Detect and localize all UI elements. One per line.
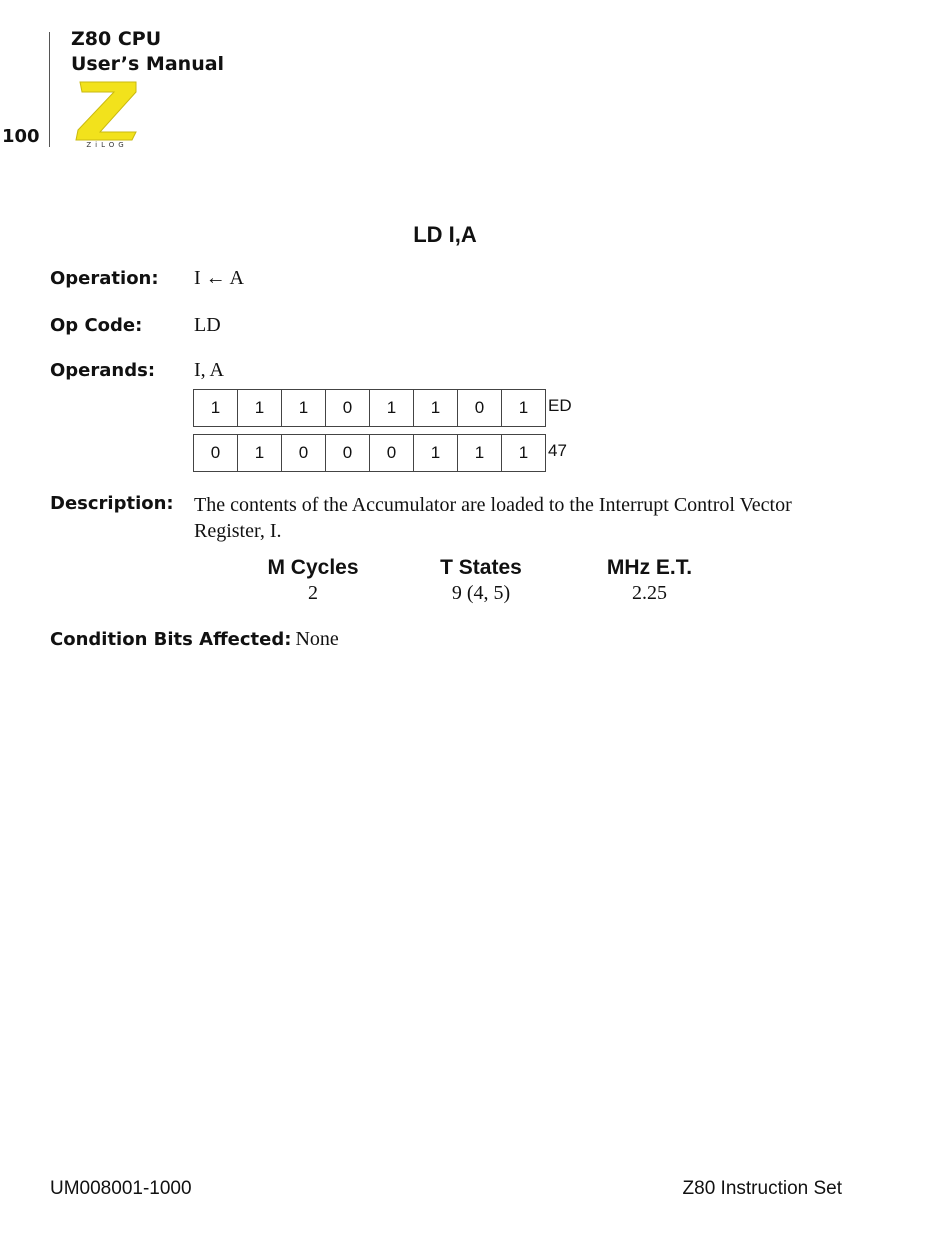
operands-label: Operands:: [50, 360, 156, 381]
header-divider: [49, 32, 50, 147]
t-states: [426, 556, 536, 605]
bit-cell: 1: [281, 389, 326, 427]
bit-cell: 0: [193, 434, 238, 472]
t-states-value: 9 (4, 5): [451, 582, 511, 604]
opcode-byte-1: [193, 389, 546, 427]
bit-cell: 0: [325, 389, 370, 427]
description-label: Description:: [50, 493, 174, 514]
mhz-label: MHz E.T.: [606, 556, 693, 579]
bit-cell: 1: [457, 434, 502, 472]
bit-cell: 0: [325, 434, 370, 472]
m-cycles-label: M Cycles: [267, 556, 359, 579]
opcode-value: LD: [194, 314, 221, 336]
m-cycles: [258, 556, 368, 605]
bit-cell: 0: [369, 434, 414, 472]
opcode-byte-2: [193, 434, 546, 472]
opcode-hex-2: 47: [548, 441, 567, 460]
operands-value: I, A: [194, 359, 224, 381]
bit-cell: 1: [237, 389, 282, 427]
operation-value: I ← A: [194, 267, 244, 289]
bit-cell: 0: [281, 434, 326, 472]
bit-cell: 1: [369, 389, 414, 427]
manual-title-line2: User’s Manual: [71, 53, 225, 75]
logo-text: ZiLOG: [86, 141, 128, 148]
mhz-et: [592, 556, 707, 605]
bit-cell: 1: [413, 434, 458, 472]
zilog-logo-icon: [74, 80, 140, 148]
m-cycles-value: 2: [308, 582, 318, 604]
page-number: 100: [2, 126, 40, 147]
description-text: The contents of the Accumulator are loaded to the Interrupt Control Vector Register, I.: [194, 494, 792, 542]
bit-cell: 1: [193, 389, 238, 427]
bit-cell: 1: [237, 434, 282, 472]
operation-label: Operation:: [50, 268, 159, 289]
bit-cell: 1: [413, 389, 458, 427]
bit-cell: 1: [501, 389, 546, 427]
condition-bits: [50, 628, 339, 651]
condition-value: None: [295, 628, 339, 650]
footer-doc-number: UM008001-1000: [50, 1178, 192, 1199]
bit-cell: 0: [457, 389, 502, 427]
manual-title-line1: Z80 CPU: [71, 28, 162, 50]
instruction-title: LD I,A: [413, 222, 477, 247]
mhz-value: 2.25: [632, 582, 667, 604]
opcode-label: Op Code:: [50, 315, 143, 336]
manual-title: [71, 27, 224, 77]
bit-cell: 1: [501, 434, 546, 472]
condition-label: Condition Bits Affected:: [50, 629, 292, 650]
t-states-label: T States: [440, 556, 522, 579]
opcode-hex-1: ED: [548, 396, 572, 415]
footer-section: Z80 Instruction Set: [682, 1178, 842, 1199]
